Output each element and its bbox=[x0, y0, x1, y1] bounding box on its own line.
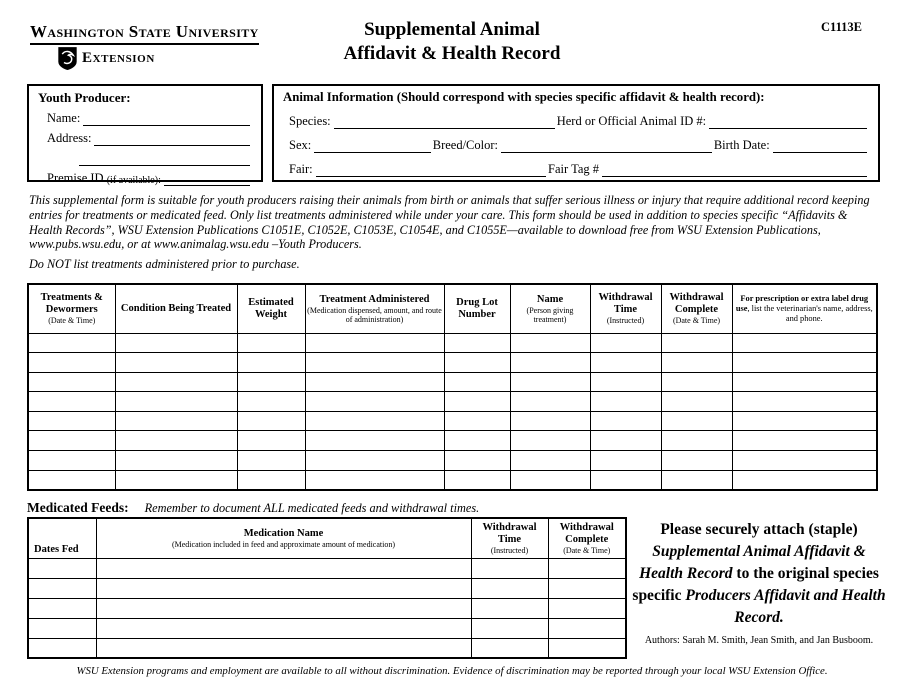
youth-producer-heading: Youth Producer: bbox=[38, 90, 131, 105]
address-line2-row bbox=[76, 150, 252, 166]
publication-code: C1113E bbox=[821, 20, 862, 34]
empty-cell bbox=[28, 411, 115, 431]
empty-cell bbox=[548, 578, 626, 598]
fair-fill-line bbox=[316, 164, 546, 177]
empty-cell bbox=[732, 392, 877, 412]
empty-record-row bbox=[28, 598, 626, 618]
empty-cell bbox=[510, 470, 590, 490]
authors-line: Authors: Sarah M. Smith, Jean Smith, and Jan Busboom. bbox=[644, 635, 874, 646]
empty-cell bbox=[115, 333, 237, 353]
column-header: Condition Being Treated bbox=[115, 284, 237, 333]
empty-cell bbox=[115, 392, 237, 412]
empty-cell bbox=[661, 392, 732, 412]
fair-tag-fill-line bbox=[602, 164, 867, 177]
header-row bbox=[28, 284, 877, 333]
empty-cell bbox=[661, 411, 732, 431]
sex-breed-birth-row bbox=[289, 137, 869, 153]
empty-cell bbox=[590, 451, 661, 471]
empty-cell bbox=[444, 431, 510, 451]
empty-cell bbox=[237, 470, 305, 490]
fair-tag-label: Fair Tag # bbox=[548, 162, 600, 176]
empty-cell bbox=[305, 451, 444, 471]
empty-cell bbox=[237, 411, 305, 431]
empty-cell bbox=[661, 333, 732, 353]
empty-cell bbox=[444, 372, 510, 392]
do-not-list-note: Do NOT list treatments administered prior to purchase. bbox=[29, 257, 300, 271]
attach-note bbox=[630, 519, 888, 646]
empty-record-row bbox=[28, 392, 877, 412]
column-header: Name (Person giving treatment) bbox=[510, 284, 590, 333]
empty-cell bbox=[444, 411, 510, 431]
empty-cell bbox=[732, 333, 877, 353]
empty-cell bbox=[444, 470, 510, 490]
empty-cell bbox=[590, 372, 661, 392]
empty-cell bbox=[732, 411, 877, 431]
empty-record-row bbox=[28, 333, 877, 353]
column-header: Withdrawal Complete (Date & Time) bbox=[661, 284, 732, 333]
document-title bbox=[0, 18, 904, 66]
empty-cell bbox=[96, 638, 471, 658]
empty-cell bbox=[590, 353, 661, 373]
attach-note-segment: Producers Affidavit and Health Record. bbox=[685, 587, 886, 626]
empty-cell bbox=[305, 333, 444, 353]
fair-row bbox=[289, 161, 869, 177]
sex-fill-line bbox=[314, 140, 431, 153]
empty-cell bbox=[237, 392, 305, 412]
empty-cell bbox=[28, 333, 115, 353]
empty-cell bbox=[96, 618, 471, 638]
empty-cell bbox=[305, 431, 444, 451]
empty-cell bbox=[115, 431, 237, 451]
empty-record-row bbox=[28, 578, 626, 598]
species-herd-row bbox=[289, 113, 869, 129]
empty-cell bbox=[305, 372, 444, 392]
species-fill-line bbox=[334, 116, 555, 129]
column-header: Treatment Administered (Medication dispensed, amount, and route of administration) bbox=[305, 284, 444, 333]
empty-cell bbox=[732, 353, 877, 373]
empty-cell bbox=[548, 558, 626, 578]
column-header: Medication Name (Medication included in feed and approximate amount of medication) bbox=[96, 518, 471, 558]
empty-cell bbox=[237, 333, 305, 353]
birth-date-label: Birth Date: bbox=[713, 138, 770, 152]
empty-cell bbox=[471, 598, 548, 618]
column-header: For prescription or extra label drug use, list the veterinarian's name, address, and phone. bbox=[732, 284, 877, 333]
empty-cell bbox=[305, 353, 444, 373]
address-line2-fill bbox=[79, 153, 250, 166]
name-label: Name: bbox=[47, 111, 81, 125]
empty-cell bbox=[28, 372, 115, 392]
empty-cell bbox=[28, 353, 115, 373]
empty-cell bbox=[28, 638, 96, 658]
column-header: Withdrawal Time (Instructed) bbox=[471, 518, 548, 558]
empty-cell bbox=[590, 431, 661, 451]
empty-cell bbox=[548, 618, 626, 638]
empty-cell bbox=[471, 558, 548, 578]
nondiscrimination-footer: WSU Extension programs and employment are available to all without discrimination. Evidence of discrimination may be reported through your local WSU Extension Office. bbox=[76, 665, 828, 677]
empty-cell bbox=[28, 578, 96, 598]
empty-cell bbox=[510, 333, 590, 353]
attach-note-segment: to the original species specific bbox=[632, 565, 879, 604]
address-label: Address: bbox=[47, 131, 92, 145]
empty-cell bbox=[510, 353, 590, 373]
logo-extension-text: Extension bbox=[82, 50, 155, 66]
empty-cell bbox=[510, 411, 590, 431]
address-fill-line bbox=[94, 133, 250, 146]
premise-id-fill-line bbox=[164, 173, 250, 186]
empty-cell bbox=[237, 372, 305, 392]
empty-record-row bbox=[28, 558, 626, 578]
species-label: Species: bbox=[289, 114, 331, 128]
empty-cell bbox=[305, 392, 444, 412]
empty-record-row bbox=[28, 431, 877, 451]
logo-university-text: Washington State University bbox=[30, 22, 259, 45]
herd-id-fill-line bbox=[709, 116, 867, 129]
fair-label: Fair: bbox=[289, 162, 313, 176]
sex-label: Sex: bbox=[289, 138, 312, 152]
medicated-feeds-heading bbox=[27, 500, 479, 516]
address-field-row bbox=[47, 130, 252, 146]
empty-record-row bbox=[28, 638, 626, 658]
empty-cell bbox=[28, 470, 115, 490]
attach-note-segment: Supplemental Animal Affidavit & Health Record bbox=[639, 543, 866, 582]
attach-note-text bbox=[630, 519, 888, 629]
column-header: Treatments & Dewormers (Date & Time) bbox=[28, 284, 115, 333]
empty-cell bbox=[96, 578, 471, 598]
empty-cell bbox=[444, 451, 510, 471]
column-header: Withdrawal Complete (Date & Time) bbox=[548, 518, 626, 558]
breed-color-fill-line bbox=[501, 140, 712, 153]
column-header: Dates Fed bbox=[28, 518, 96, 558]
column-header: Drug Lot Number bbox=[444, 284, 510, 333]
empty-record-row bbox=[28, 411, 877, 431]
name-field-row bbox=[47, 110, 252, 126]
empty-cell bbox=[28, 392, 115, 412]
empty-cell bbox=[471, 638, 548, 658]
empty-record-row bbox=[28, 372, 877, 392]
empty-cell bbox=[590, 333, 661, 353]
empty-cell bbox=[115, 411, 237, 431]
empty-cell bbox=[115, 353, 237, 373]
treatment-record-table bbox=[27, 283, 878, 491]
empty-record-row bbox=[28, 353, 877, 373]
empty-cell bbox=[115, 451, 237, 471]
empty-cell bbox=[590, 392, 661, 412]
empty-cell bbox=[732, 470, 877, 490]
column-header: Withdrawal Time (Instructed) bbox=[590, 284, 661, 333]
premise-id-label: Premise ID bbox=[47, 171, 104, 185]
medicated-feeds-table bbox=[27, 517, 627, 659]
empty-record-row bbox=[28, 470, 877, 490]
empty-cell bbox=[661, 451, 732, 471]
medicated-feeds-reminder: Remember to document ALL medicated feeds and withdrawal times. bbox=[144, 501, 480, 515]
empty-cell bbox=[444, 353, 510, 373]
empty-cell bbox=[237, 353, 305, 373]
empty-cell bbox=[661, 470, 732, 490]
empty-cell bbox=[590, 470, 661, 490]
empty-cell bbox=[471, 578, 548, 598]
empty-cell bbox=[115, 372, 237, 392]
empty-cell bbox=[732, 372, 877, 392]
empty-cell bbox=[548, 638, 626, 658]
empty-cell bbox=[590, 411, 661, 431]
empty-cell bbox=[661, 431, 732, 451]
empty-cell bbox=[510, 392, 590, 412]
birth-date-fill-line bbox=[773, 140, 867, 153]
empty-cell bbox=[96, 558, 471, 578]
empty-cell bbox=[732, 451, 877, 471]
attach-note-segment: Please securely attach (staple) bbox=[660, 521, 858, 538]
empty-cell bbox=[444, 392, 510, 412]
premise-id-field-row bbox=[47, 170, 252, 186]
empty-cell bbox=[28, 618, 96, 638]
empty-cell bbox=[305, 411, 444, 431]
empty-record-row bbox=[28, 618, 626, 638]
title-line-2: Affidavit & Health Record bbox=[343, 43, 561, 64]
empty-cell bbox=[28, 451, 115, 471]
empty-cell bbox=[305, 470, 444, 490]
column-header: Estimated Weight bbox=[237, 284, 305, 333]
breed-color-label: Breed/Color: bbox=[432, 138, 498, 152]
empty-cell bbox=[28, 431, 115, 451]
empty-record-row bbox=[28, 451, 877, 471]
name-fill-line bbox=[83, 113, 250, 126]
youth-producer-box bbox=[27, 84, 263, 186]
empty-cell bbox=[28, 558, 96, 578]
premise-id-note: (if available): bbox=[106, 175, 161, 186]
empty-cell bbox=[444, 333, 510, 353]
empty-cell bbox=[115, 470, 237, 490]
empty-cell bbox=[661, 353, 732, 373]
empty-cell bbox=[237, 451, 305, 471]
medicated-feeds-label: Medicated Feeds: bbox=[27, 500, 129, 515]
empty-cell bbox=[471, 618, 548, 638]
empty-cell bbox=[732, 431, 877, 451]
empty-cell bbox=[237, 431, 305, 451]
animal-info-heading: Animal Information (Should correspond with species specific affidavit & health record): bbox=[283, 90, 765, 104]
animal-info-box bbox=[272, 84, 880, 182]
title-line-1: Supplemental Animal bbox=[364, 19, 540, 40]
empty-cell bbox=[96, 598, 471, 618]
empty-cell bbox=[510, 372, 590, 392]
instructions-paragraph: This supplemental form is suitable for youth producers raising their animals from birth or animals that suffer serious illness or injury that require additional record keeping entries for treatments or medicated feed. Only list treatments administered while under your care. This form should be used in addition to species specific “Affidavits & Health Records”, WSU Extension Publications C1051E, C1052E, C1053E, C1054E, and C1055E—available to download free from WSU Extension Publications, www.pubs.wsu.edu, or at www.animalag.wsu.edu –Youth Producers. bbox=[29, 193, 870, 252]
herd-id-label: Herd or Official Animal ID #: bbox=[556, 114, 707, 128]
empty-cell bbox=[28, 598, 96, 618]
empty-cell bbox=[548, 598, 626, 618]
empty-cell bbox=[510, 431, 590, 451]
header-row bbox=[28, 518, 626, 558]
empty-cell bbox=[661, 372, 732, 392]
empty-cell bbox=[510, 451, 590, 471]
